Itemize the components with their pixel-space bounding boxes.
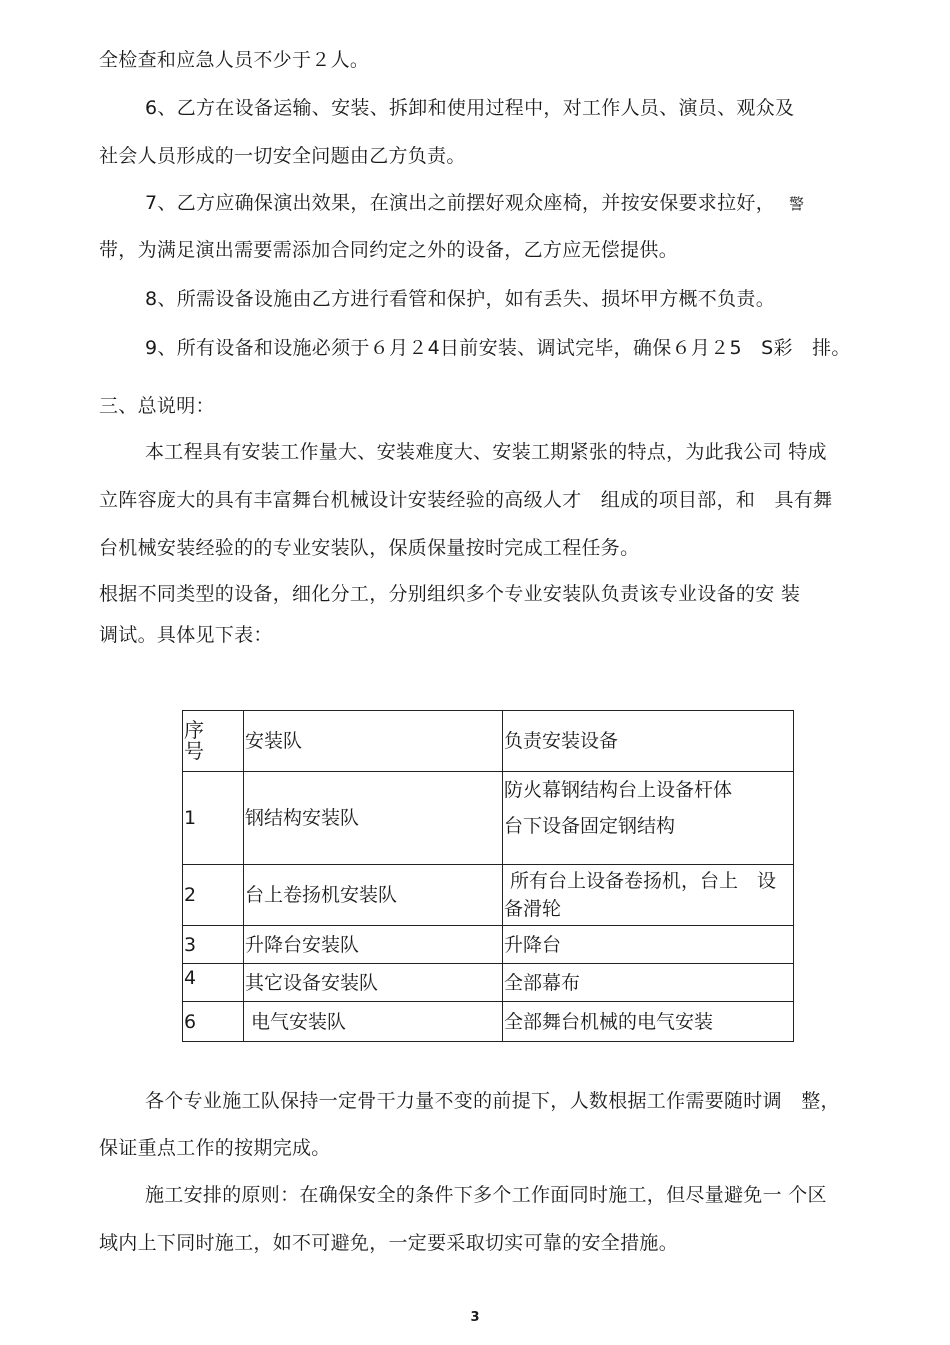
paragraph-text: 8、所需设备设施由乙方进行看管和保护，如有丢失、损坏甲方概不负责。	[145, 288, 775, 310]
cell-no: 6	[183, 1002, 244, 1042]
equipment-line: 防火幕钢结构台上设备杆体	[504, 779, 733, 801]
cell-team: 其它设备安装队	[244, 964, 503, 1002]
table-header-row	[183, 711, 794, 772]
paragraph-text: 根据不同类型的设备，细化分工，分别组织多个专业安装队负责该专业设备的安 装	[99, 583, 801, 605]
table-row	[183, 772, 794, 865]
cell-equipment	[503, 865, 794, 926]
cell-equipment: 全部舞台机械的电气安装	[503, 1002, 794, 1042]
paragraph-text: 带，为满足演出需要需添加合同约定之外的设备，乙方应无偿提供。	[99, 239, 679, 261]
cell-team: 电气安装队	[244, 1002, 503, 1042]
cell-equipment: 全部幕布	[503, 964, 794, 1002]
cell-equipment: 升降台	[503, 926, 794, 964]
paragraph-text: 全检查和应急人员不少于２人。	[99, 49, 370, 71]
cell-no: 4	[183, 964, 244, 1002]
paragraph-text: 9、所有设备和设施必须于６月２4日前安装、调试完毕，确保６月２5 S彩 排。	[145, 337, 851, 359]
equipment-line: 备滑轮	[504, 898, 562, 920]
cell-no: 1	[183, 772, 244, 865]
warning-mark: 警	[789, 195, 805, 213]
equipment-line: 台下设备固定钢结构	[504, 815, 676, 837]
cell-team: 钢结构安装队	[244, 772, 503, 865]
cell-equipment	[503, 772, 794, 865]
paragraph-text: 保证重点工作的按期完成。	[99, 1137, 331, 1159]
table-row	[183, 964, 794, 1002]
paragraph-text: 调试。具体见下表：	[99, 624, 273, 646]
section-heading: 三、总说明：	[99, 395, 215, 417]
cell-no: 3	[183, 926, 244, 964]
table-row	[183, 926, 794, 964]
paragraph-text: 7、乙方应确保演出效果，在演出之前摆好观众座椅，并按安保要求拉好，	[145, 192, 775, 214]
paragraph-text: 台机械安装经验的的专业安装队，保质保量按时完成工程任务。	[99, 537, 640, 559]
page-number: 3	[470, 1310, 480, 1325]
paragraph-text: 社会人员形成的一切安全问题由乙方负责。	[99, 145, 466, 167]
table-row	[183, 1002, 794, 1042]
header-cell-equipment: 负责安装设备	[503, 711, 794, 772]
table-row	[183, 865, 794, 926]
cell-team: 升降台安装队	[244, 926, 503, 964]
equipment-line: 所有台上设备卷扬机，台上 设	[504, 870, 777, 892]
cell-team: 台上卷扬机安装队	[244, 865, 503, 926]
cell-no: 2	[183, 865, 244, 926]
paragraph-text: 本工程具有安装工作量大、安装难度大、安装工期紧张的特点，为此我公司 特成	[145, 441, 827, 463]
header-cell-no: 序号	[183, 711, 244, 772]
paragraph-text: 立阵容庞大的具有丰富舞台机械设计安装经验的高级人才 组成的项目部，和 具有舞	[99, 489, 833, 511]
header-cell-team: 安装队	[244, 711, 503, 772]
installation-team-table	[182, 710, 794, 1042]
paragraph-text: 施工安排的原则：在确保安全的条件下多个工作面同时施工，但尽量避免一 个区	[145, 1184, 827, 1206]
paragraph-text: 各个专业施工队保持一定骨干力量不变的前提下，人数根据工作需要随时调 整，	[145, 1090, 840, 1112]
paragraph-text: 域内上下同时施工，如不可避免，一定要采取切实可靠的安全措施。	[99, 1232, 679, 1254]
paragraph-text: 6、乙方在设备运输、安装、拆卸和使用过程中，对工作人员、演员、观众及	[145, 97, 795, 119]
paragraph-text	[145, 191, 804, 216]
